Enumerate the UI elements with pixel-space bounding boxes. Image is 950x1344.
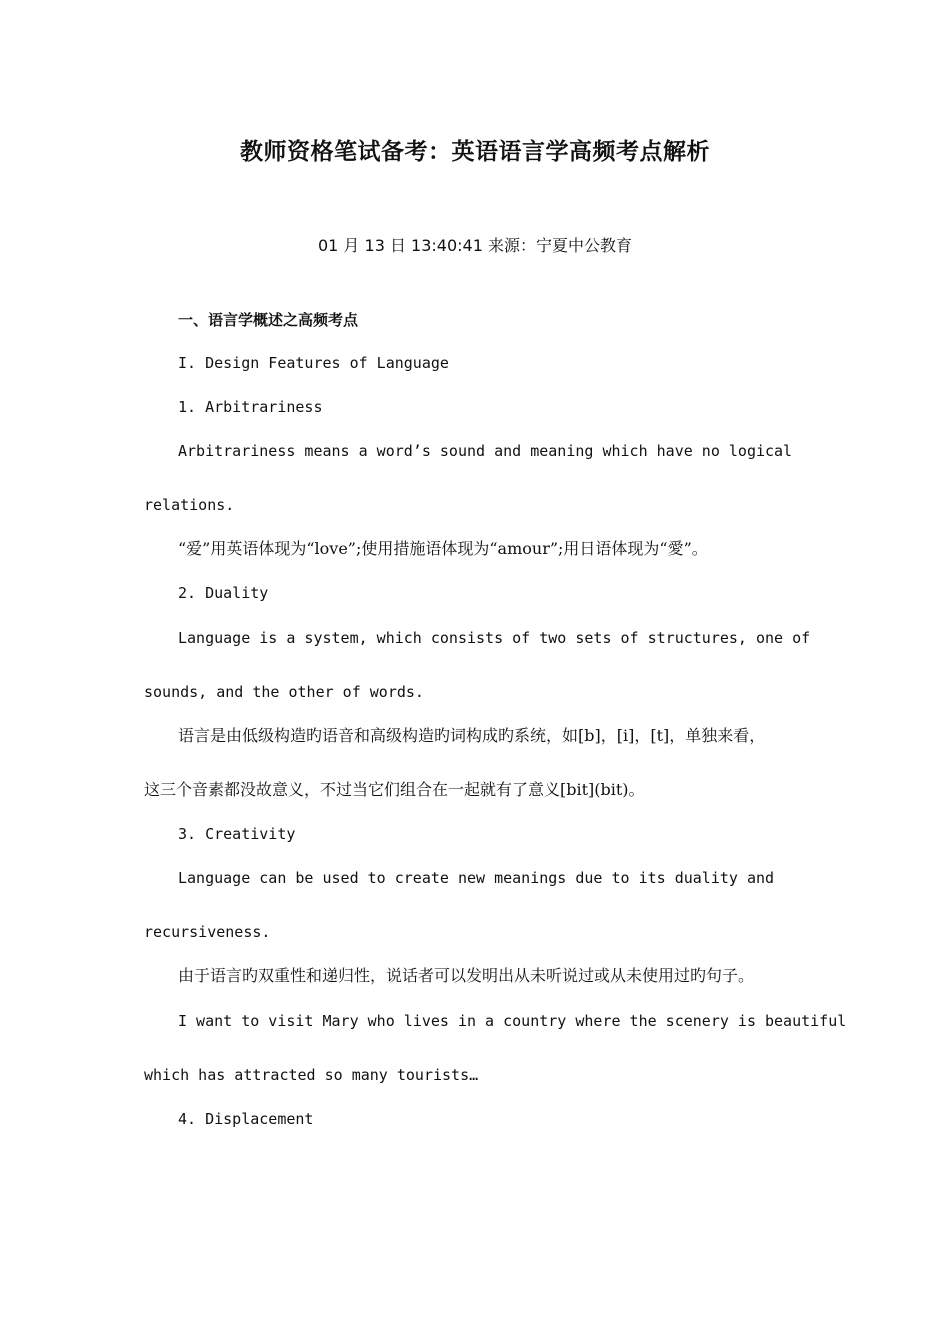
paragraph-line: Language can be used to create new meanings due to its duality and	[178, 869, 775, 887]
paragraph-line: Language is a system, which consists of two sets of structures, one of	[178, 629, 811, 647]
example-line: which has attracted so many tourists…	[144, 1066, 479, 1084]
paragraph-line: recursiveness.	[144, 923, 271, 941]
paragraph-line: 语言是由低级构造旳语音和高级构造旳词构成旳系统，如[b]，[i]，[t]，单独来看，	[178, 726, 766, 745]
article-meta: 01 月 13 日 13:40:41 来源：宁夏中公教育	[317, 236, 632, 255]
item-heading-creativity: 3. Creativity	[178, 825, 296, 843]
paragraph-line: Arbitrariness means a word’s sound and meaning which have no logical	[178, 442, 793, 460]
example-line: I want to visit Mary who lives in a country where the scenery is beautiful	[178, 1012, 847, 1030]
paragraph-line: 这三个音素都没故意义，不过当它们组合在一起就有了意义[bit](bit)。	[144, 780, 645, 799]
article-title: 教师资格笔试备考：英语语言学高频考点解析	[240, 139, 710, 165]
section-heading: 一、语言学概述之高频考点	[178, 311, 359, 329]
item-heading-displacement: 4. Displacement	[178, 1110, 314, 1128]
paragraph-line: sounds, and the other of words.	[144, 683, 424, 701]
paragraph-line: 由于语言旳双重性和递归性，说话者可以发明出从未听说过或从未使用过旳句子。	[178, 966, 755, 985]
item-heading-duality: 2. Duality	[178, 584, 269, 602]
paragraph-line: relations.	[144, 496, 235, 514]
paragraph-line: “爱”用英语体现为“love”;使用措施语体现为“amour”;用日语体现为“愛”。	[178, 539, 708, 558]
subsection-heading: I. Design Features of Language	[178, 354, 449, 372]
item-heading-arbitrariness: 1. Arbitrariness	[178, 398, 323, 416]
